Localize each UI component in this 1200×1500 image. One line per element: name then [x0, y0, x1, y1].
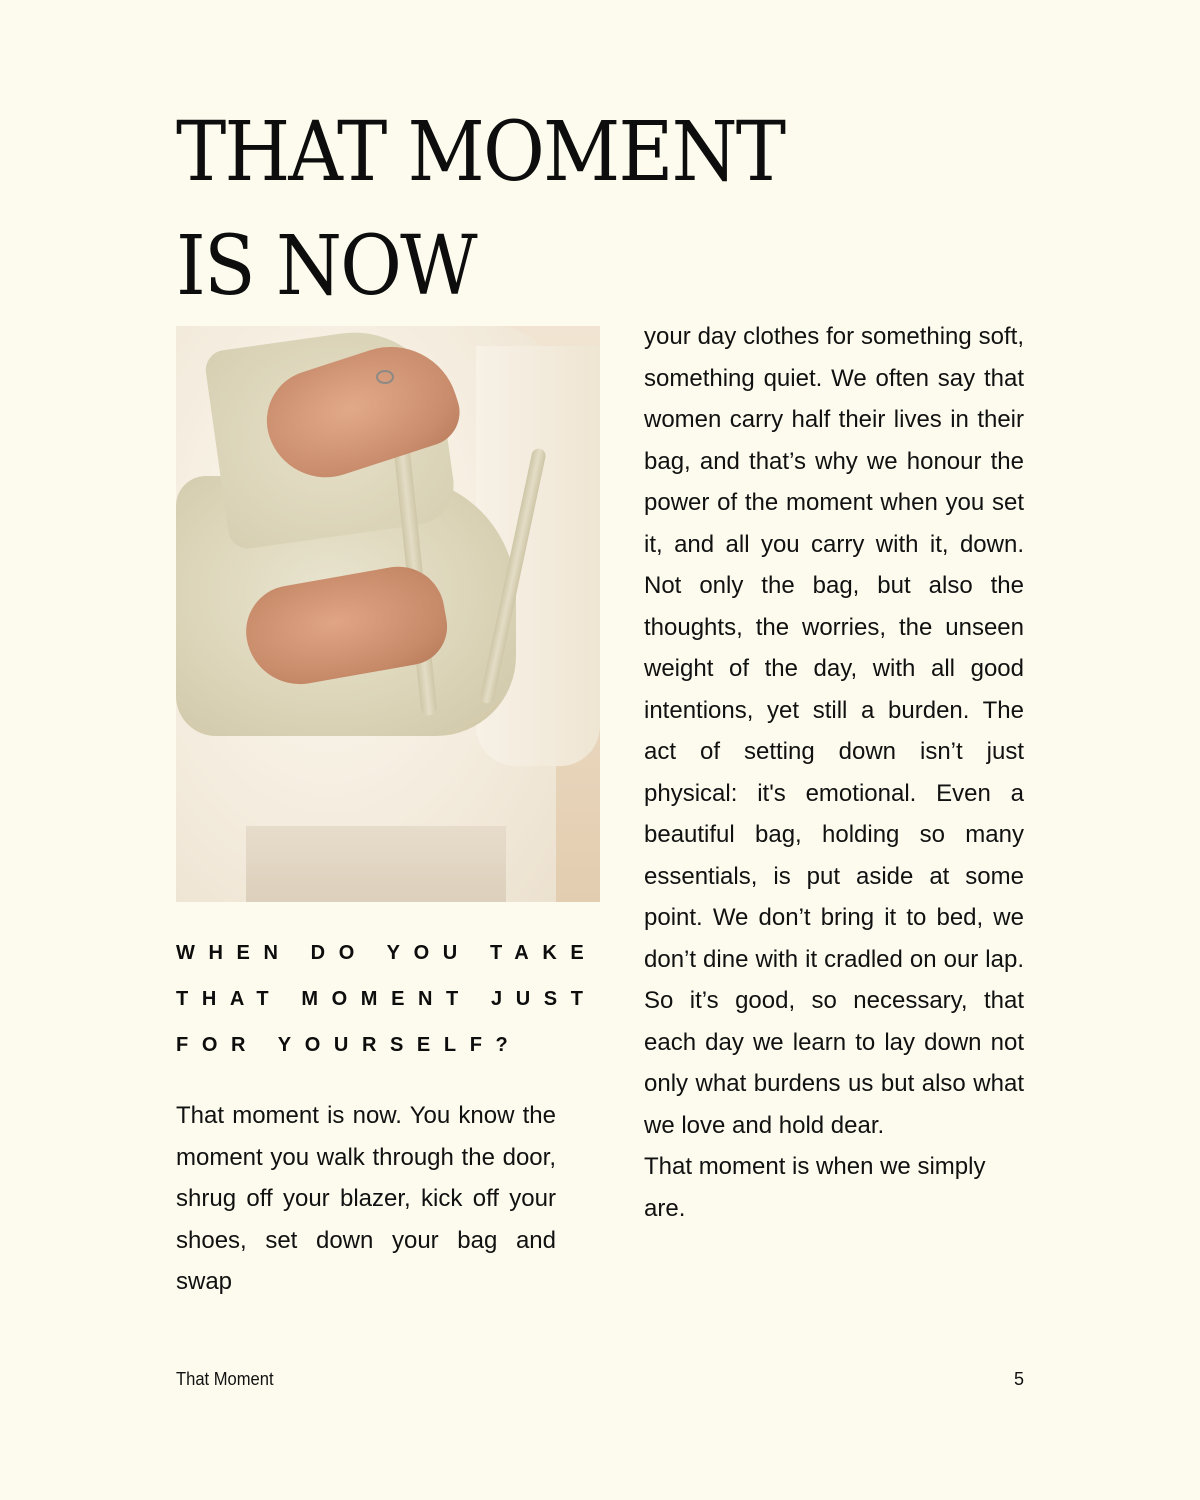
- right-body-paragraph: your day clothes for something soft, something quiet. We often say that women carry half their lives in their bag, and that’s why we honour the power of the moment when you set it, and all you carry with it, down. Not only the bag, but also the thoughts, the worries, the unseen weight of the day, with all good intentions, yet still a burden. The act of setting down isn’t just physical: it's emotional. Even a beautiful bag, holding so many essentials, is put aside at some point. We don’t bring it to bed, we don’t dine with it cradled on our lap. So it’s good, so necessary, that each day we learn to lay down not only what burdens us but also what we love and hold dear.: [644, 323, 1024, 1139]
- footer-publication-title: That Moment: [176, 1369, 274, 1389]
- bag-photo: [176, 326, 600, 902]
- page-title-line-2: IS NOW: [176, 219, 476, 314]
- left-column: [176, 1095, 556, 1303]
- question-line-3: FOR YOURSELF?: [176, 1034, 522, 1056]
- question-line-2: THAT MOMENT JUST: [176, 988, 597, 1010]
- closing-paragraph: That moment is when we simply are.: [644, 1153, 986, 1222]
- photo-trousers: [246, 826, 506, 902]
- left-body-paragraph: That moment is now. You know the moment you walk through the door, shrug off your blazer, kick off your shoes, set down your bag and swap: [176, 1102, 556, 1295]
- section-question-heading: [176, 930, 606, 1068]
- footer-page-number: 5: [1013, 1369, 1024, 1389]
- right-column: [644, 316, 1024, 1229]
- page-title: [176, 96, 784, 324]
- page-title-line-1: THAT MOMENT: [176, 105, 785, 200]
- photo-ring: [376, 370, 394, 384]
- question-line-1: WHEN DO YOU TAKE: [176, 942, 598, 964]
